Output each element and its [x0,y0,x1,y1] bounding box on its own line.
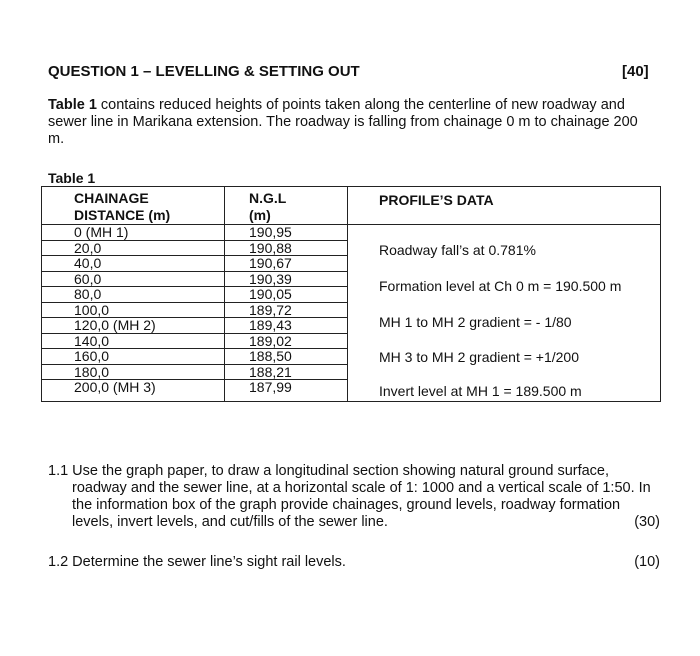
ngl-cell: 187,99 [249,379,292,395]
question-1-1-marks: (30) [634,514,660,530]
profile-roadway-fall: Roadway fall’s at 0.781% [379,242,536,258]
chainage-cell: 100,0 [42,303,224,319]
header-ngl-line1: N.G.L [249,190,287,206]
header-ngl [225,187,348,225]
chainage-cell: 60,0 [42,272,224,288]
chainage-column [42,225,225,402]
question-1-2-marks: (10) [634,554,660,570]
ngl-cell: 189,72 [225,303,347,319]
chainage-cell: 20,0 [42,241,224,257]
ngl-cell: 189,02 [225,334,347,350]
profile-invert-level: Invert level at MH 1 = 189.500 m [379,383,582,399]
chainage-cell: 40,0 [42,256,224,272]
intro-paragraph [48,97,648,148]
header-ngl-line2: (m) [249,207,271,223]
ngl-cell: 188,50 [225,349,347,365]
header-chainage [42,187,225,225]
header-chainage-line1: CHAINAGE [74,190,149,206]
profile-formation-level: Formation level at Ch 0 m = 190.500 m [379,278,622,294]
chainage-cell: 180,0 [42,365,224,381]
header-profile-data [348,187,661,225]
question-1-1-text: 1.1 Use the graph paper, to draw a longitudinal section showing natural ground surface, roadway and the sewer line, at a horizontal scale of 1: 1000 and a vertical scale of 1:50. In the information box of the graph provide chainages, ground levels, roadway formation levels, invert levels, and cut/fills of the sewer line. [48,463,651,530]
ngl-cell: 190,67 [225,256,347,272]
levels-table [41,186,661,402]
table-caption: Table 1 [48,170,96,186]
ngl-column [225,225,348,402]
question-1-1 [48,463,660,531]
chainage-cell: 160,0 [42,349,224,365]
ngl-cell: 190,39 [225,272,347,288]
intro-text: contains reduced heights of points taken along the centerline of new roadway and sewer line in Marikana extension. The roadway is falling from chainage 0 m to chainage 200 m. [48,97,638,147]
ngl-cell: 189,43 [225,318,347,334]
profile-data-cell [348,225,661,402]
chainage-cell: 0 (MH 1) [42,225,224,241]
question-title: QUESTION 1 – LEVELLING & SETTING OUT [48,63,360,80]
question-1-2-text: 1.2 Determine the sewer line’s sight rail levels. [48,554,346,570]
question-total-marks: [40] [622,63,649,80]
header-profile-label: PROFILE’S DATA [379,192,494,208]
intro-bold-lead: Table 1 [48,97,97,113]
ngl-cell: 190,95 [225,225,347,241]
chainage-cell: 120,0 (MH 2) [42,318,224,334]
profile-mh1-mh2-gradient: MH 1 to MH 2 gradient = - 1/80 [379,314,572,330]
ngl-cell: 190,05 [225,287,347,303]
ngl-cell: 188,21 [225,365,347,381]
chainage-cell: 140,0 [42,334,224,350]
header-chainage-line2: DISTANCE (m) [74,207,171,223]
profile-mh3-mh2-gradient: MH 3 to MH 2 gradient = +1/200 [379,349,579,365]
chainage-cell: 200,0 (MH 3) [74,379,156,395]
ngl-cell: 190,88 [225,241,347,257]
question-1-2 [48,554,660,571]
chainage-cell: 80,0 [42,287,224,303]
